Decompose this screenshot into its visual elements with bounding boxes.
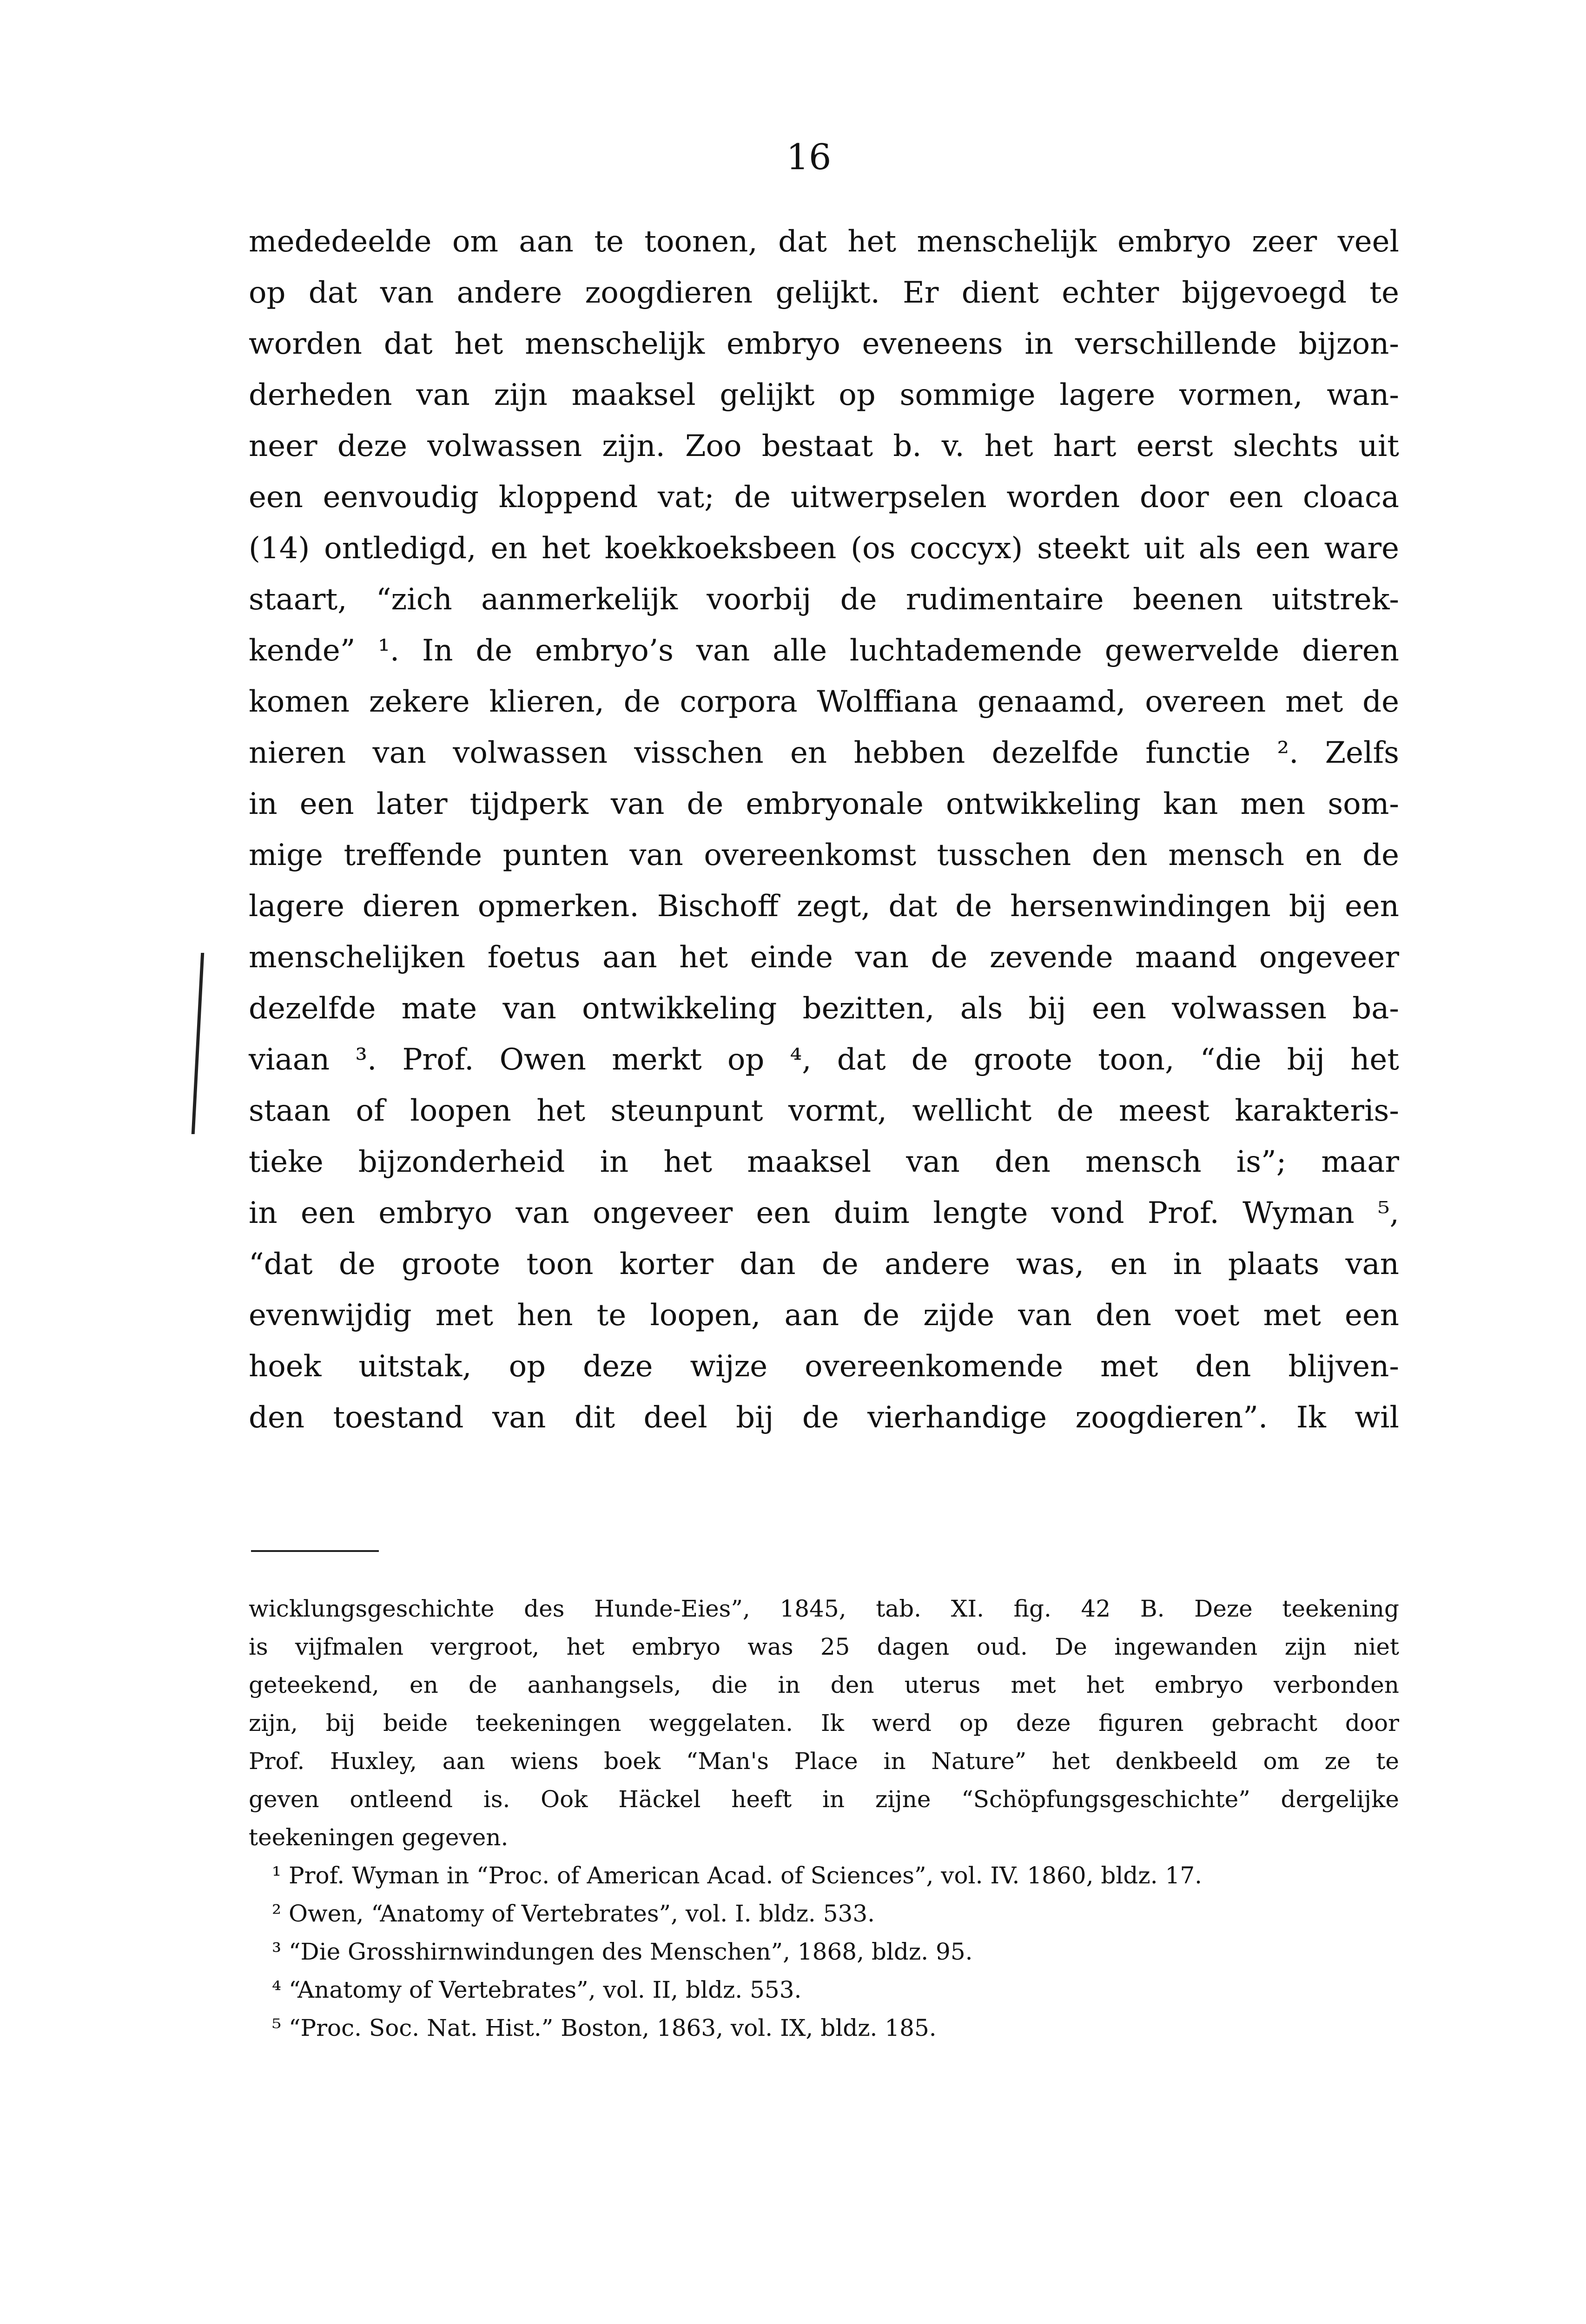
footnote-continuation-line: zijn, bij beide teekeningen weggelaten. Ik werd op deze figuren gebracht door <box>249 1710 1399 1736</box>
margin-mark <box>192 953 204 1134</box>
body-line: een eenvoudig kloppend vat; de uitwerpselen worden door een cloaca <box>249 480 1399 515</box>
body-line: komen zekere klieren, de corpora Wolffiana genaamd, overeen met de <box>249 685 1399 719</box>
footnote-1: ¹ Prof. Wyman in “Proc. of American Acad. of Sciences”, vol. IV. 1860, bldz. 17. <box>272 1862 1203 1889</box>
body-line: kende” ¹. In de embryo’s van alle luchtademende gewervelde dieren <box>249 634 1399 668</box>
footnote-rule <box>251 1550 379 1552</box>
body-line: “dat de groote toon korter dan de andere was, en in plaats van <box>249 1247 1399 1281</box>
body-line: mededeelde om aan te toonen, dat het menschelijk embryo zeer veel <box>249 224 1399 259</box>
footnote-4: ⁴ “Anatomy of Vertebrates”, vol. II, bldz. 553. <box>272 1976 802 2003</box>
footnote-continuation-line: teekeningen gegeven. <box>249 1824 509 1851</box>
footnote-continuation-line: geven ontleend is. Ook Häckel heeft in zijne “Schöpfungsgeschichte” dergelijke <box>249 1786 1399 1813</box>
footnote-5: ⁵ “Proc. Soc. Nat. Hist.” Boston, 1863, vol. IX, bldz. 185. <box>272 2014 937 2041</box>
page-number: 16 <box>786 136 832 178</box>
body-line: staart, “zich aanmerkelijk voorbij de rudimentaire beenen uitstrek- <box>249 582 1399 617</box>
body-line: derheden van zijn maaksel gelijkt op sommige lagere vormen, wan- <box>249 378 1399 412</box>
body-line: menschelijken foetus aan het einde van de zevende maand ongeveer <box>249 940 1399 975</box>
body-line: in een later tijdperk van de embryonale ontwikkeling kan men som- <box>249 787 1399 821</box>
body-line: (14) ontledigd, en het koekkoeksbeen (os coccyx) steekt uit als een ware <box>249 531 1399 566</box>
body-line: worden dat het menschelijk embryo eveneens in verschillende bijzon- <box>249 327 1399 361</box>
body-line: lagere dieren opmerken. Bischoff zegt, dat de hersenwindingen bij een <box>249 889 1399 924</box>
footnote-continuation-line: geteekend, en de aanhangsels, die in den uterus met het embryo verbonden <box>249 1671 1399 1698</box>
body-line: in een embryo van ongeveer een duim lengte vond Prof. Wyman ⁵, <box>249 1196 1399 1230</box>
footnote-2: ² Owen, “Anatomy of Vertebrates”, vol. I. bldz. 533. <box>272 1900 875 1927</box>
body-line: nieren van volwassen visschen en hebben dezelfde functie ². Zelfs <box>249 736 1399 770</box>
body-line: op dat van andere zoogdieren gelijkt. Er dient echter bijgevoegd te <box>249 276 1399 310</box>
footnote-continuation-line: Prof. Huxley, aan wiens boek “Man's Place in Nature” het denkbeeld om ze te <box>249 1748 1399 1775</box>
footnote-continuation-line: is vijfmalen vergroot, het embryo was 25 dagen oud. De ingewanden zijn niet <box>249 1633 1399 1660</box>
body-line: tieke bijzonderheid in het maaksel van den mensch is”; maar <box>249 1145 1399 1179</box>
body-line: staan of loopen het steunpunt vormt, wellicht de meest karakteris- <box>249 1094 1399 1128</box>
body-line: den toestand van dit deel bij de vierhandige zoogdieren”. Ik wil <box>249 1400 1399 1435</box>
body-line: dezelfde mate van ontwikkeling bezitten, als bij een volwassen ba- <box>249 991 1399 1026</box>
footnotes <box>249 1590 1399 2047</box>
body-line: evenwijdig met hen te loopen, aan de zijde van den voet met een <box>249 1298 1399 1333</box>
footnote-3: ³ “Die Grosshirnwindungen des Menschen”, 1868, bldz. 95. <box>272 1938 973 1965</box>
body-line: viaan ³. Prof. Owen merkt op ⁴, dat de groote toon, “die bij het <box>249 1043 1399 1077</box>
body-line: hoek uitstak, op deze wijze overeenkomende met den blijven- <box>249 1349 1399 1384</box>
body-text <box>249 216 1399 1443</box>
body-line: neer deze volwassen zijn. Zoo bestaat b. v. het hart eerst slechts uit <box>249 429 1399 463</box>
footnote-continuation-line: wicklungsgeschichte des Hunde-Eies”, 1845, tab. XI. fig. 42 B. Deze teekening <box>249 1595 1399 1622</box>
body-line: mige treffende punten van overeenkomst tusschen den mensch en de <box>249 838 1399 872</box>
